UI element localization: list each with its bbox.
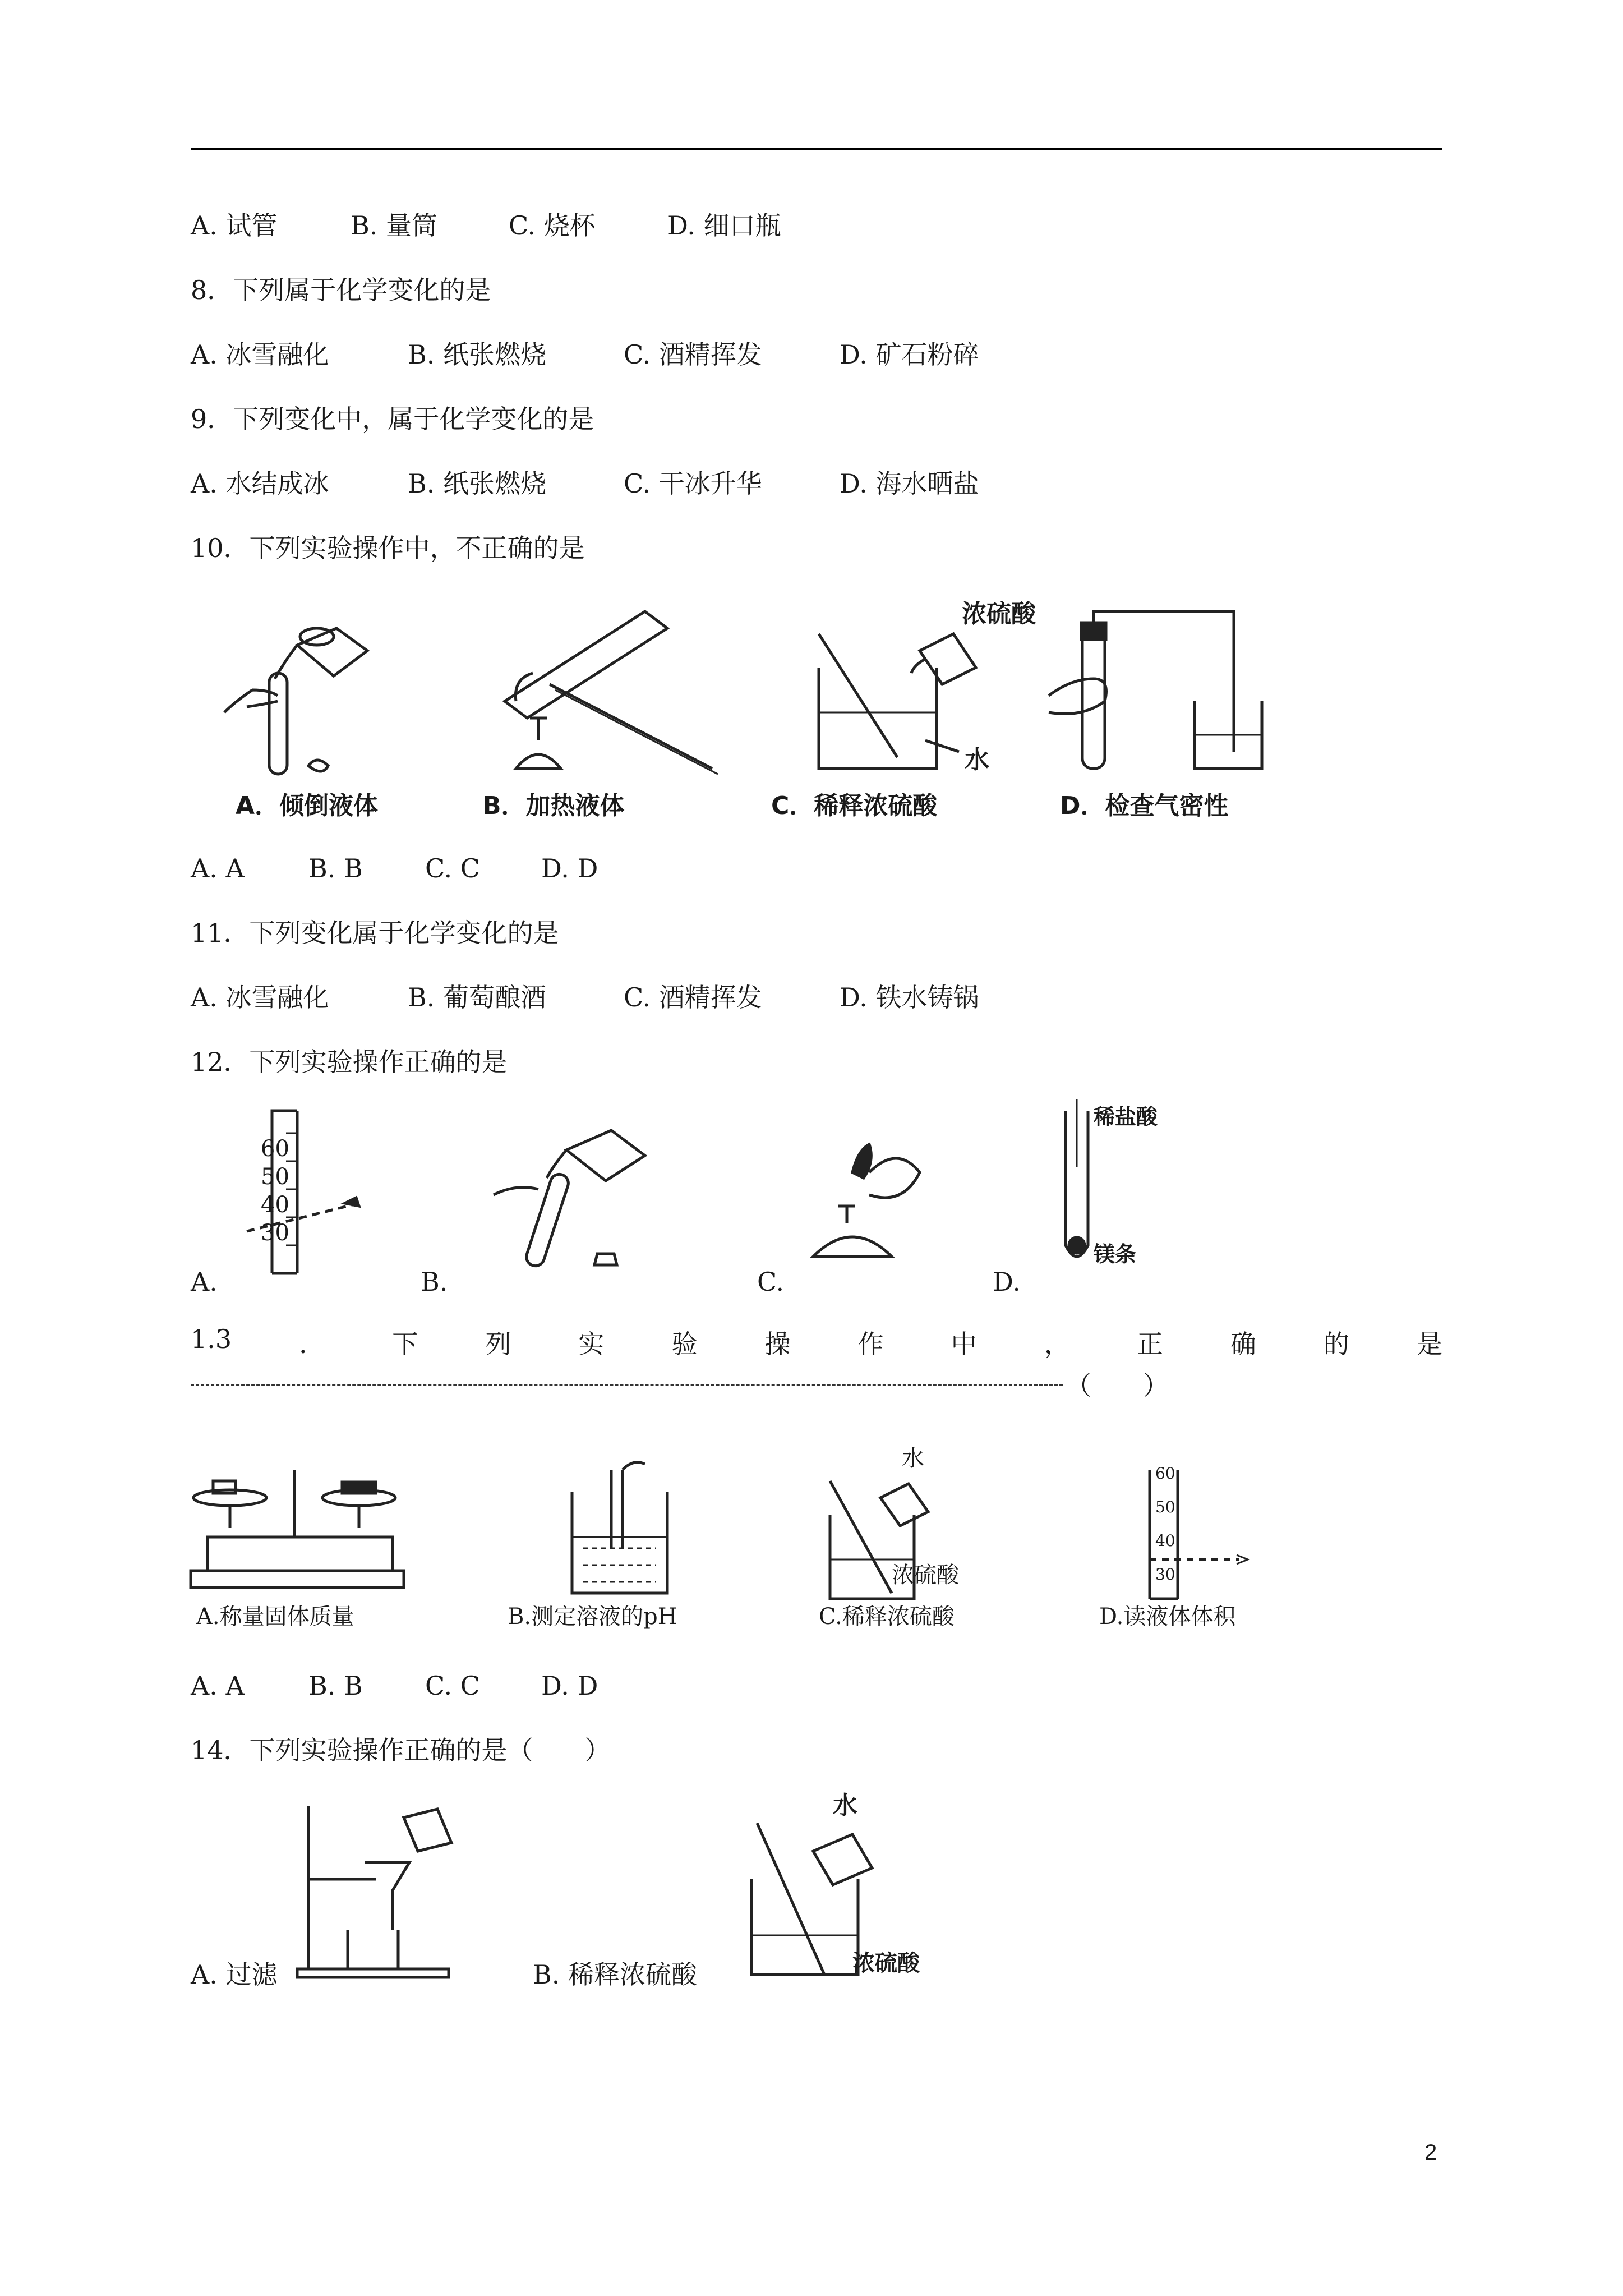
- q10-figure-a-pouring: [213, 623, 393, 791]
- answer-blank-line: [191, 1384, 1063, 1386]
- q10-stem: 10．下列实验操作中，不正确的是: [191, 533, 585, 563]
- q8-option-c: C. 酒精挥发: [624, 339, 762, 370]
- q7-option-d: D. 细口瓶: [667, 210, 781, 241]
- q13-label-water: 水: [902, 1446, 924, 1471]
- q10-caption-b: B．加热液体: [482, 792, 625, 820]
- q13-scale-50: 50: [1155, 1498, 1175, 1516]
- q12-label-mg: 镁条: [1094, 1242, 1137, 1267]
- q14-option-a: A. 过滤: [191, 1959, 278, 1990]
- q14-figure-a-filter: [292, 1801, 471, 1980]
- q13-answer-paren: （ ）: [1066, 1370, 1169, 1401]
- q11-option-a: A. 冰雪融化: [191, 982, 329, 1013]
- q12-scale-60: 60: [261, 1136, 289, 1162]
- q12-option-d: D.: [993, 1267, 1021, 1297]
- q14-stem: 14．下列实验操作正确的是（ ）: [191, 1735, 611, 1765]
- q9-option-a: A. 水结成冰: [191, 468, 329, 499]
- q11-option-d: D. 铁水铸锅: [840, 982, 979, 1013]
- q10-option-a: A. A: [191, 853, 245, 884]
- q7-option-a: A. 试管: [191, 210, 278, 241]
- q10-caption-d: D．检查气密性: [1060, 792, 1229, 820]
- q13-caption-a: A.称量固体质量: [196, 1604, 354, 1630]
- q8-option-b: B. 纸张燃烧: [408, 339, 547, 370]
- q9-option-d: D. 海水晒盐: [840, 468, 979, 499]
- q10-label-acid: 浓硫酸: [962, 600, 1036, 628]
- q9-stem: 9．下列变化中，属于化学变化的是: [191, 404, 594, 434]
- q12-option-c: C.: [757, 1267, 785, 1297]
- q13-scale-30: 30: [1155, 1565, 1175, 1584]
- q10-caption-a: A．倾倒液体: [236, 792, 379, 820]
- q13-option-c: C. C: [425, 1671, 480, 1701]
- q10-caption-c: C．稀释浓硫酸: [771, 792, 938, 820]
- q12-scale-30: 30: [261, 1220, 289, 1246]
- q10-label-water: 水: [965, 746, 989, 774]
- q13-caption-b: B.测定溶液的pH: [508, 1604, 677, 1630]
- q10-figure-b-heating: [482, 600, 729, 780]
- q11-option-c: C. 酒精挥发: [624, 982, 762, 1013]
- q12-figure-a-cylinder: [236, 1099, 376, 1279]
- q12-figure-b-pouring: [482, 1111, 684, 1279]
- q9-option-c: C. 干冰升华: [624, 468, 762, 499]
- q12-scale-40: 40: [261, 1192, 289, 1218]
- q7-option-b: B. 量筒: [351, 210, 438, 241]
- q11-stem: 11．下列变化属于化学变化的是: [191, 918, 559, 948]
- q12-figure-c-lamp: [802, 1133, 948, 1268]
- q7-option-c: C. 烧杯: [509, 210, 596, 241]
- q13-caption-d: D.读液体体积: [1099, 1604, 1236, 1630]
- q8-option-d: D. 矿石粉碎: [840, 339, 979, 370]
- header-rule: [191, 148, 1442, 150]
- q13-stem: 1.3 ． 下 列 实 验 操 作 中 ， 正 确 的 是: [191, 1324, 1442, 1359]
- q13-option-a: A. A: [191, 1671, 245, 1701]
- q12-scale-50: 50: [261, 1164, 289, 1190]
- q10-option-b: B. B: [308, 853, 363, 884]
- q8-stem: 8．下列属于化学变化的是: [191, 275, 491, 305]
- q8-option-a: A. 冰雪融化: [191, 339, 329, 370]
- q12-option-a: A.: [191, 1267, 218, 1297]
- q11-option-b: B. 葡萄酿酒: [408, 982, 547, 1013]
- q9-option-b: B. 纸张燃烧: [408, 468, 547, 499]
- q12-stem: 12．下列实验操作正确的是: [191, 1047, 508, 1077]
- q10-option-c: C. C: [425, 853, 480, 884]
- q13-scale-60: 60: [1155, 1464, 1175, 1483]
- q14-label-water: 水: [833, 1791, 857, 1820]
- q12-label-hcl: 稀盐酸: [1094, 1105, 1158, 1129]
- q13-figure-b-ph: [561, 1458, 695, 1604]
- q10-option-d: D. D: [541, 853, 598, 884]
- q13-scale-40: 40: [1155, 1531, 1175, 1550]
- q13-caption-c: C.稀释浓硫酸: [819, 1604, 955, 1630]
- q14-option-b: B. 稀释浓硫酸: [533, 1959, 698, 1990]
- q13-label-acid: 浓硫酸: [892, 1562, 959, 1588]
- q10-figure-d-airtight-check: [1038, 606, 1273, 774]
- q12-option-b: B.: [421, 1267, 448, 1297]
- q14-label-acid: 浓硫酸: [852, 1950, 920, 1976]
- q13-option-b: B. B: [308, 1671, 363, 1701]
- page-number: 2: [1424, 2140, 1437, 2165]
- q13-figure-a-balance: [191, 1458, 415, 1604]
- q13-option-d: D. D: [541, 1671, 598, 1701]
